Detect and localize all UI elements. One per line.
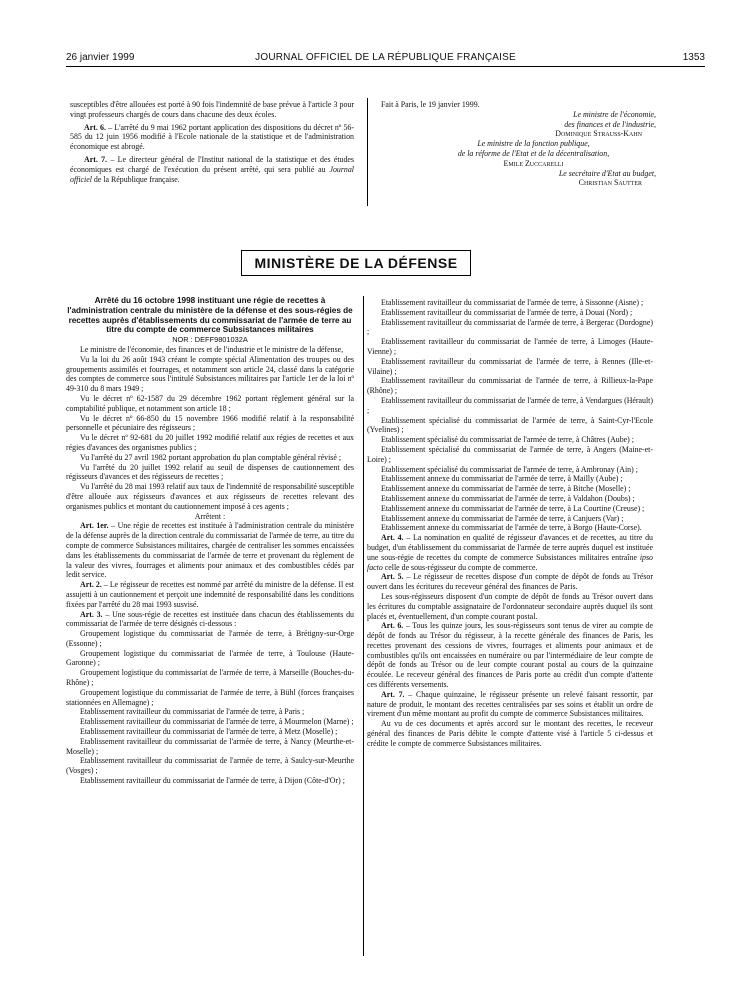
article-text: – Une sous-régie de recettes est instituée dans chacun des établissements du commissariat de l'armée de terre désignés ci-dessous : <box>66 609 354 629</box>
ipso-facto: ipso facto <box>367 552 653 572</box>
visa: Vu le décret nº 66-850 du 15 novembre 1966 modifié relatif à la responsabilité personnelle et pécuniaire des régisseurs ; <box>66 413 354 433</box>
establishment-item: Etablissement ravitailleur du commissariat de l'armée de terre, à Limoges (Haute-Vienne) ; <box>367 337 653 356</box>
nor-reference: NOR : DEFF9801032A <box>172 335 248 345</box>
article-text: – Chaque quinzaine, le régisseur présente un relevé faisant ressortir, par nature de produit, le montant des recettes centralisées par ses soins et établit un ordre de virement d'un même montant au profit du compte de commerce Subsistances militaires. <box>367 689 653 719</box>
establishment-item: Etablissement annexe du commissariat de l'armée de terre, à Canjuers (Var) ; <box>381 513 624 523</box>
article-label: Art. 1er. <box>80 521 109 531</box>
header-page-number: 1353 <box>682 52 705 63</box>
article-3 <box>66 610 354 630</box>
establishment-item: Etablissement annexe du commissariat de l'armée de terre, à La Courtine (Creuse) ; <box>381 503 645 513</box>
visa: Vu l'arrêté du 27 avril 1982 portant approbation du plan comptable général révisé ; <box>80 452 342 462</box>
establishment-item: Etablissement spécialisé du commissariat de l'armée de terre, à Saint-Cyr-l'Ecole (Yvelines) ; <box>367 415 653 435</box>
previous-article-6 <box>70 123 354 152</box>
establishment-item: Groupement logistique du commissariat de l'armée de terre, à Marseille (Bouches-du-Rhône) ; <box>66 668 354 688</box>
article-label: Art. 6. <box>84 122 106 132</box>
page-header <box>66 52 705 66</box>
establishment-item: Etablissement ravitailleur du commissariat de l'armée de terre, à Mourmelon (Marne) ; <box>80 717 354 727</box>
establishment-item: Etablissement ravitailleur du commissariat de l'armée de terre, à Dijon (Côte-d'Or) ; <box>80 776 345 786</box>
article-label: Art. 3. <box>80 609 103 619</box>
header-date: 26 janvier 1999 <box>66 52 135 63</box>
establishment-item: Etablissement ravitailleur du commissariat de l'armée de terre, à Vendargues (Hérault) ; <box>367 395 653 415</box>
article-text: – Le régisseur de recettes dispose d'un compte de dépôt de fonds au Trésor ouvert dans les écritures du receveur général des finances de Paris. <box>367 572 653 592</box>
article-text: – Le directeur général de l'Institut national de la statistique et des études économiques est chargé de l'exécution du présent arrêté, qui sera publié au <box>70 154 355 174</box>
establishment-item: Etablissement spécialisé du commissariat de l'armée de terre, à Angers (Maine-et-Loire) ; <box>367 444 653 464</box>
article-text: celle de sous-régisseur du compte de commerce. <box>382 562 538 572</box>
article-2 <box>66 580 354 609</box>
arrete-intro: Le ministre de l'économie, des finances et de l'industrie et le ministre de la défense, <box>80 344 344 354</box>
article-text: – L'arrêté du 9 mai 1962 portant application des dispositions du décret nº 56-585 du 12 juin 1956 modifié à l'Ecole nationale de la statistique et de l'administration économique est abrogé. <box>70 122 354 152</box>
ministry-heading: MINISTÈRE DE LA DÉFENSE <box>241 250 471 276</box>
establishment-item: Etablissement ravitailleur du commissariat de l'armée de terre, à Rillieux-la-Pape (Rhône) ; <box>367 376 653 396</box>
signatory-3-title: Le secrétaire d'Etat au budget, <box>558 168 656 178</box>
article-5-paragraph-2: Les sous-régisseurs disposent d'un compte de dépôt de fonds au Trésor ouvert dans les écritures du comptable assignataire de l'ordonnateur secondaire auprès duquel ils sont placés et, éventuellement, d'un compte courant postal. <box>367 591 653 621</box>
article-text: – Tous les quinze jours, les sous-régisseurs sont tenus de virer au compte de dépôt de fonds au Trésor du régisseur, à la recette générale des finances de Paris, les recettes provenant des cessions de vivres, fourrages et aliments pour animaux et de combustibles qu'ils ont encaissées en numéraire ou par l'intermédiaire de leur compte de dépôt de fonds au Trésor ou de leur compte courant postal au cours de la quinzaine écoulée. Le receveur général des finances de Paris porte au crédit d'un compte d'attente ces différents versements. <box>367 621 653 690</box>
journal-name: Journal officiel <box>70 164 354 184</box>
establishment-item: Etablissement ravitailleur du commissariat de l'armée de terre, à Rennes (Ille-et-Vilaine) ; <box>367 356 653 376</box>
article-4 <box>367 533 653 572</box>
previous-article-7 <box>70 155 354 184</box>
signatory-2-title: de la réforme de l'Etat et de la décentralisation, <box>457 148 610 158</box>
column-rule <box>363 296 364 956</box>
article-7-paragraph-2: Au vu de ces documents et après accord sur le montant des recettes, le receveur général des finances de Paris débite le compte d'attente visé à l'article 5 ci-dessus et crédite le compte de commerce Subsistances militaires. <box>367 719 653 748</box>
visa: Vu l'arrêté du 20 juillet 1992 relatif au seuil de dispenses de cautionnement des régisseurs d'avances et des régisseurs de recettes ; <box>66 462 354 482</box>
establishment-item: Etablissement annexe du commissariat de l'armée de terre, à Borgo (Haute-Corse). <box>381 523 642 533</box>
article-label: Art. 5. <box>381 572 404 582</box>
visa: Vu le décret nº 92-681 du 20 juillet 1992 modifié relatif aux régies de recettes et aux régies d'avances des organismes publics ; <box>66 433 354 452</box>
establishment-item: Etablissement ravitailleur du commissariat de l'armée de terre, à Saulcy-sur-Meurthe (Vosges) ; <box>66 756 354 776</box>
article-text: – La nomination en qualité de régisseur d'avances et de recettes, au titre du budget, d'un établissement du commissariat de l'armée de terre auprès duquel est instituée une sous-régie de recettes du compte de commerce Subsistances militaires entraîne <box>367 533 653 562</box>
establishment-item: Etablissement ravitailleur du commissariat de l'armée de terre, à Nancy (Meurthe-et-Moselle) ; <box>66 736 354 756</box>
article-text: – Une régie de recettes est instituée à l'administration centrale du ministère de la défense auprès de la direction centrale du commissariat de l'armée de terre, au titre du compte de commerce Subsistances militaires, chargée de centraliser les sommes encaissées dans les établissements du commissariat de l'armée de terre et provenant du règlement de la valeur des vivres, fourrages et aliments pour animaux et des combustibles cédés par ledit service. <box>66 521 354 580</box>
signatory-1-name: Dominique Strauss-Kahn <box>555 129 642 139</box>
visa: Vu la loi du 26 août 1943 créant le compte spécial Alimentation des troupes ou des groupements assimilés et fourrages, et notamment son article 24, classé dans la catégorie des comptes de commerce sous l'intitulé Subsistances militaires par l'article 1er de la loi nº 49-310 du 8 mars 1949 ; <box>66 354 354 394</box>
column-rule <box>367 98 368 206</box>
article-7 <box>367 690 653 719</box>
arrete-left-column <box>66 296 354 786</box>
visa: Vu le décret nº 62-1587 du 29 décembre 1962 portant règlement général sur la comptabilité publique, et notamment son article 18 ; <box>66 393 354 413</box>
signatory-3-name: Christian Sautter <box>578 178 642 188</box>
fait-a-paris: Fait à Paris, le 19 janvier 1999. <box>381 100 480 109</box>
header-rule <box>66 66 705 67</box>
article-label: Art. 7. <box>84 154 108 164</box>
header-journal-title: JOURNAL OFFICIEL DE LA RÉPUBLIQUE FRANÇAISE <box>255 52 516 63</box>
article-label: Art. 7. <box>381 689 405 699</box>
arrete-right-column <box>367 298 653 749</box>
article-1 <box>66 521 354 580</box>
article-6 <box>367 621 653 690</box>
establishment-item: Groupement logistique du commissariat de l'armée de terre, à Toulouse (Haute-Garonne) ; <box>66 648 354 668</box>
establishment-item: Etablissement ravitailleur du commissariat de l'armée de terre, à Sissonne (Aisne) ; <box>381 298 644 307</box>
article-label: Art. 2. <box>80 580 102 590</box>
establishment-item: Etablissement spécialisé du commissariat de l'armée de terre, à Châtres (Aube) ; <box>381 435 634 445</box>
article-5 <box>367 572 653 592</box>
signatory-1-title: Le ministre de l'économie, <box>573 109 656 119</box>
article-label: Art. 4. <box>381 533 404 543</box>
signatory-1-title: des finances et de l'industrie, <box>564 119 656 129</box>
previous-paragraph: susceptibles d'être allouées est porté à 90 fois l'indemnité de base prévue à l'article 3 pour vingt professeurs chargés de cours dans chacune des deux écoles. <box>70 100 354 119</box>
article-label: Art. 6. <box>381 621 404 631</box>
arrete-title: Arrêté du 16 octobre 1998 instituant une régie de recettes à l'administration centrale du ministère de la défense et des sous-régies de recettes auprès d'établissements du commissariat de l'armée de terre au titre du compte de commerce Subsistances militaires <box>67 296 353 335</box>
establishment-item: Etablissement spécialisé du commissariat de l'armée de terre, à Ambronay (Ain) ; <box>381 464 638 474</box>
establishment-item: Etablissement annexe du commissariat de l'armée de terre, à Valdahon (Doubs) ; <box>381 493 635 503</box>
signatory-2-title: Le ministre de la fonction publique, <box>477 139 590 149</box>
establishment-item: Etablissement annexe du commissariat de l'armée de terre, à Bitche (Moselle) ; <box>381 484 631 494</box>
establishment-item: Etablissement ravitailleur du commissariat de l'armée de terre, à Paris ; <box>80 707 305 717</box>
signatures-block <box>381 100 656 188</box>
article-text: – Le régisseur de recettes est nommé par arrêté du ministre de la défense. Il est assujetti à un cautionnement et perçoit une indemnité de responsabilité dans les conditions fixées par l'arrêté du 28 mai 1993 susvisé. <box>66 580 354 609</box>
arretent: Arrêtent : <box>194 511 226 521</box>
visa: Vu l'arrêté du 28 mai 1993 relatif aux taux de l'indemnité de responsabilité susceptible d'être allouée aux régisseurs d'avances et aux régisseurs de recettes relevant des organismes publics et montant du cautionnement imposé à ces agents ; <box>66 482 354 511</box>
previous-arrete-end <box>70 100 354 187</box>
establishment-item: Groupement logistique du commissariat de l'armée de terre, à Bühl (forces françaises stationnées en Allemagne) ; <box>66 687 354 707</box>
establishment-item: Etablissement ravitailleur du commissariat de l'armée de terre, à Bergerac (Dordogne) ; <box>367 317 653 337</box>
signatory-2-name: Emile Zuccarelli <box>503 158 564 168</box>
establishment-item: Etablissement ravitailleur du commissariat de l'armée de terre, à Douai (Nord) ; <box>381 307 633 317</box>
article-text: de la République française. <box>91 174 180 184</box>
establishment-item: Etablissement ravitailleur du commissariat de l'armée de terre, à Metz (Moselle) ; <box>80 727 338 737</box>
establishment-item: Groupement logistique du commissariat de l'armée de terre, à Brétigny-sur-Orge (Essonne) ; <box>66 629 354 648</box>
establishment-item: Etablissement annexe du commissariat de l'armée de terre, à Mailly (Aube) ; <box>381 474 623 484</box>
